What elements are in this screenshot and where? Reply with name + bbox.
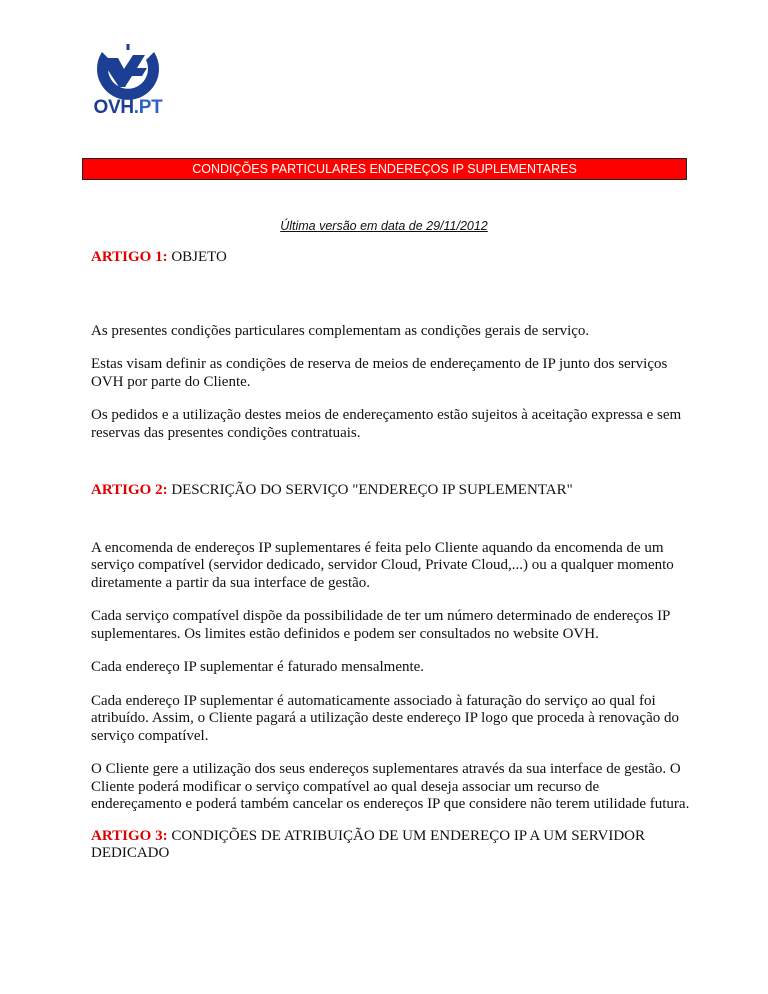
paragraph: Cada endereço IP suplementar é automaticamente associado à faturação do serviço ao qual foi atribuído. Assim, o Cliente pagará a utilização deste endereço IP logo que proceda à renovação do serviço compatível. bbox=[91, 692, 679, 744]
version-date: Última versão em data de 29/11/2012 bbox=[280, 219, 488, 233]
paragraph: Os pedidos e a utilização destes meios de endereçamento estão sujeitos à aceitação expressa e sem reservas das presentes condições contratuais. bbox=[91, 407, 682, 441]
paragraph: Cada serviço compatível dispõe da possibilidade de ter um número determinado de endereços IP suplementares. Os limites estão definidos e podem ser consultados no website OVH. bbox=[91, 608, 670, 642]
ovh-logo-text bbox=[88, 97, 168, 119]
paragraph: As presentes condições particulares complementam as condições gerais de serviço. bbox=[91, 322, 590, 339]
logo-tld: .PT bbox=[133, 97, 163, 118]
article-3-heading: ARTIGO 3: CONDIÇÕES DE ATRIBUIÇÃO DE UM ENDEREÇO IP A UM SERVIDOR DEDICADO bbox=[91, 827, 645, 861]
paragraph: A encomenda de endereços IP suplementares é feita pelo Cliente aquando da encomenda de um serviço compatível (servidor dedicado, servidor Cloud, Private Cloud,...) ou a qualquer momento diretamente a partir da sua interface de gestão. bbox=[91, 539, 674, 591]
paragraph: Estas visam definir as condições de reserva de meios de endereçamento de IP junto dos serviços OVH por parte do Cliente. bbox=[91, 356, 668, 390]
paragraph: O Cliente gere a utilização dos seus endereços suplementares através da sua interface de gestão. O Cliente poderá modificar o serviço compatível ao qual deseja associar um recurso de endereçamento e poderá também cancelar os endereços IP que considere não terem utilidade futura. bbox=[91, 761, 690, 812]
logo-brand: OVH bbox=[93, 97, 134, 118]
article-2-heading: ARTIGO 2: DESCRIÇÃO DO SERVIÇO "ENDEREÇO IP SUPLEMENTAR" bbox=[91, 482, 573, 498]
document-title-banner: CONDIÇÕES PARTICULARES ENDEREÇOS IP SUPLEMENTARES bbox=[82, 158, 687, 180]
paragraph: Cada endereço IP suplementar é faturado mensalmente. bbox=[91, 659, 425, 675]
document-body bbox=[91, 249, 691, 863]
ovh-logo-icon bbox=[88, 38, 168, 100]
article-1-heading: ARTIGO 1: OBJETO bbox=[91, 249, 227, 265]
